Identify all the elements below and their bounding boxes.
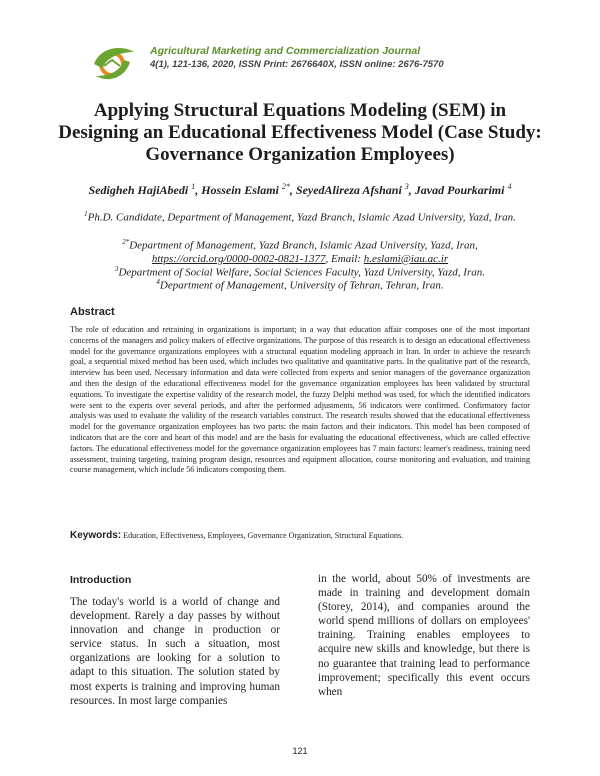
- author-mark: 4: [507, 182, 512, 191]
- intro-column-left: The today's world is a world of change and development. Rarely a day passes by without innovation and change in production or service status. In such a situation, most organizations are looking for a solution to adapt to this situation. The solution stated by most experts is training and improving human resources. In most large companies: [70, 596, 280, 707]
- author-mark: 3: [404, 182, 409, 191]
- title-line-1: Applying Structural Equations Modeling (SEM) in: [93, 100, 507, 121]
- author-name: SeyedAlireza Afshani: [295, 183, 402, 197]
- journal-meta: 4(1), 121-136, 2020, ISSN Print: 2676640X, ISSN online: 2676-7570: [150, 59, 444, 70]
- author-name: Sedigheh HajiAbedi: [88, 183, 189, 197]
- title-line-3: Governance Organization Employees): [145, 144, 455, 165]
- affiliation-3: $^3$Department of Social Welfare, Social Sciences Faculty, Yazd University, Yazd, Iran.: [114, 265, 486, 279]
- author-mark: 2*: [281, 182, 290, 191]
- author-name: Javad Pourkarimi: [414, 183, 505, 197]
- email-link[interactable]: h.eslami@iau.ac.ir: [363, 252, 449, 265]
- affiliation-4: $^4$Department of Management, University of Tehran, Tehran, Iran.: [156, 278, 444, 292]
- paper-title: [40, 100, 560, 166]
- affiliation-1: $^1$Ph.D. Candidate, Department of Management, Yazd Branch, Islamic Azad University, Yazd, Iran.: [84, 210, 516, 224]
- journal-name: Agricultural Marketing and Commercialization Journal: [150, 45, 421, 57]
- intro-column-right: in the world, about 50% of investments are made in training and development domain (Storey, 2014), and companies around the world spend millions of dollars on employees' training. Training enables employees to acquire new skills and knowledge, but there is no guarantee that training lead to performance improvement; specifically this event occurs when: [318, 573, 530, 698]
- keywords-text: Education, Effectiveness, Employees, Governance Organization, Structural Equations.: [123, 531, 404, 540]
- title-line-2: Designing an Educational Effectiveness Model (Case Study:: [58, 122, 542, 143]
- journal-logo: [90, 42, 146, 86]
- page-number: 121: [292, 746, 308, 756]
- introduction-heading: Introduction: [70, 574, 132, 586]
- author-mark: 1: [191, 182, 196, 191]
- affiliation-2: $^{2*}$Department of Management, Yazd Branch, Islamic Azad University, Yazd, Iran, https://orcid.org/0000-0002-0821-1377, Email: h.eslami@iau.ac.ir: [122, 238, 478, 265]
- author-name: Hossein Eslami: [201, 183, 279, 197]
- keywords-label: Keywords:: [70, 530, 122, 541]
- keywords: [70, 530, 530, 541]
- abstract-body: The role of education and retraining in organizations is important; in a way that education affair composes one of the most important concerns of the managers and policy makers of effective organizations. The purpose of this research is to design an educational effectiveness model for the governance organizations employees with a structural equation modeling approach in Iran. In order to achieve the research goal, a sequential mixed method has been used, which includes two qualitative and quantitative parts. In the qualitative part of the research, interview has been used. Necessary information and data were collected from experts and senior managers of the governance organization and then the design of the educational effectiveness model for the governance organization employees has been validated by structural equations. To investigate the expertise validity of the research model, the fuzzy Delphi method was used, for which the identified indicators were sent to the experts over several periods, and after the performed adjustments, 56 indicators were confirmed. Confirmatory factor analysis was used to evaluate the validity of the research variables construct. The research results showed that the educational effectiveness model for the governance organization employees has two parts: the main factors and their indicators. This model has been composed of indicators that are the core and heart of this model and are the basis for evaluating the educational effectiveness, which are called effective factors. The educational effectiveness model for the governance organization employees has 7 main factors: learner's readiness, training need assessment, training targeting, training program design, resources and equipment allocation, course monitoring and evaluation, and training course management, which include 56 indicators composing them.: [70, 325, 530, 475]
- abstract-heading: Abstract: [70, 306, 115, 318]
- author-list: Sedigheh HajiAbedi $^1$, Hossein Eslami $^{2*}$, SeyedAlireza Afshani $^3$, Javad Pourkarimi $^4$: [88, 182, 512, 197]
- journal-header: [150, 45, 444, 71]
- orcid-link[interactable]: https://orcid.org/0000-0002-0821-1377: [151, 252, 326, 265]
